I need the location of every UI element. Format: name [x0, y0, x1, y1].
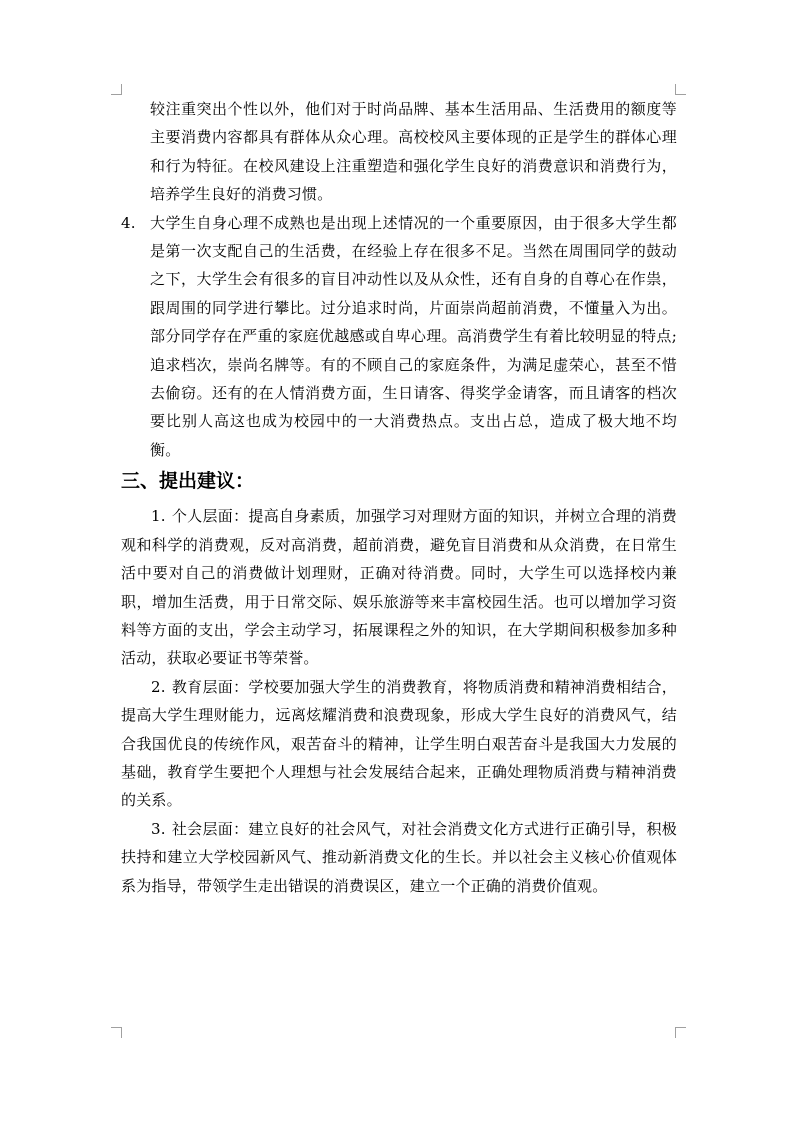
suggestion-paragraph-1 — [121, 502, 677, 672]
list-item-number: 4. — [121, 213, 136, 232]
list-item-text: 大学生自身心理不成熟也是出现上述情况的一个重要原因，由于很多大学生都是第一次支配自己的生活费，在经验上存在很多不足。当然在周围同学的鼓动之下，大学生会有很多的盲目冲动性以及从众性，还有自身的自尊心在作祟，跟周围的同学进行攀比。过分追求时尚，片面崇尚超前消费，不懂量入为出。部分同学存在严重的家庭优越感或自卑心理。高消费学生有着比较明显的特点;追求档次，崇尚名牌等。有的不顾自己的家庭条件，为满足虚荣心，甚至不惜去偷窃。还有的在人情消费方面，生日请客、得奖学金请客，而且请客的档次要比别人高这也成为校园中的一大消费热点。支出占总，造成了极大地不均衡。 — [150, 213, 677, 459]
suggestion-paragraph-2 — [121, 673, 677, 815]
suggestion-number: 2. — [151, 677, 166, 696]
document-body — [121, 95, 677, 900]
suggestion-text: 个人层面：提高自身素质，加强学习对理财方面的知识，并树立合理的消费观和科学的消费观，反对高消费，超前消费，避免盲目消费和从众消费，在日常生活中要对自己的消费做计划理财，正确对待消费。同时，大学生可以选择校内兼职，增加生活费，用于日常交际、娱乐旅游等来丰富校园生活。也可以增加学习资料等方面的支出，学会主动学习，拓展课程之外的知识，在大学期间积极参加多种活动，获取必要证书等荣誉。 — [121, 507, 677, 668]
section-heading: 三、提出建议： — [121, 470, 255, 493]
list-item-4 — [121, 209, 677, 465]
continuation-paragraph: 较注重突出个性以外，他们对于时尚品牌、基本生活用品、生活费用的额度等主要消费内容都具有群体从众心理。高校校风主要体现的正是学生的群体心理和行为特征。在校风建设上注重塑造和强化学生良好的消费意识和消费行为，培养学生良好的消费习惯。 — [150, 100, 677, 204]
page-corner-mark-top-right — [675, 84, 686, 95]
suggestion-number: 3. — [151, 819, 166, 838]
suggestion-text: 教育层面：学校要加强大学生的消费教育，将物质消费和精神消费相结合，提高大学生理财能力，远离炫耀消费和浪费现象，形成大学生良好的消费风气，结合我国优良的传统作风，艰苦奋斗的精神，让学生明白艰苦奋斗是我国大力发展的基础，教育学生要把个人理想与社会发展结合起来，正确处理物质消费与精神消费的关系。 — [121, 677, 677, 810]
page-corner-mark-top-left — [111, 84, 122, 95]
page-corner-mark-bottom-right — [675, 1027, 686, 1038]
suggestion-text: 社会层面：建立良好的社会风气，对社会消费文化方式进行正确引导，积极扶持和建立大学校园新风气、推动新消费文化的生长。并以社会主义核心价值观体系为指导，带领学生走出错误的消费误区，建立一个正确的消费价值观。 — [121, 819, 677, 895]
page-corner-mark-bottom-left — [111, 1027, 122, 1038]
suggestion-paragraph-3 — [121, 815, 677, 900]
suggestion-number: 1. — [151, 507, 166, 526]
